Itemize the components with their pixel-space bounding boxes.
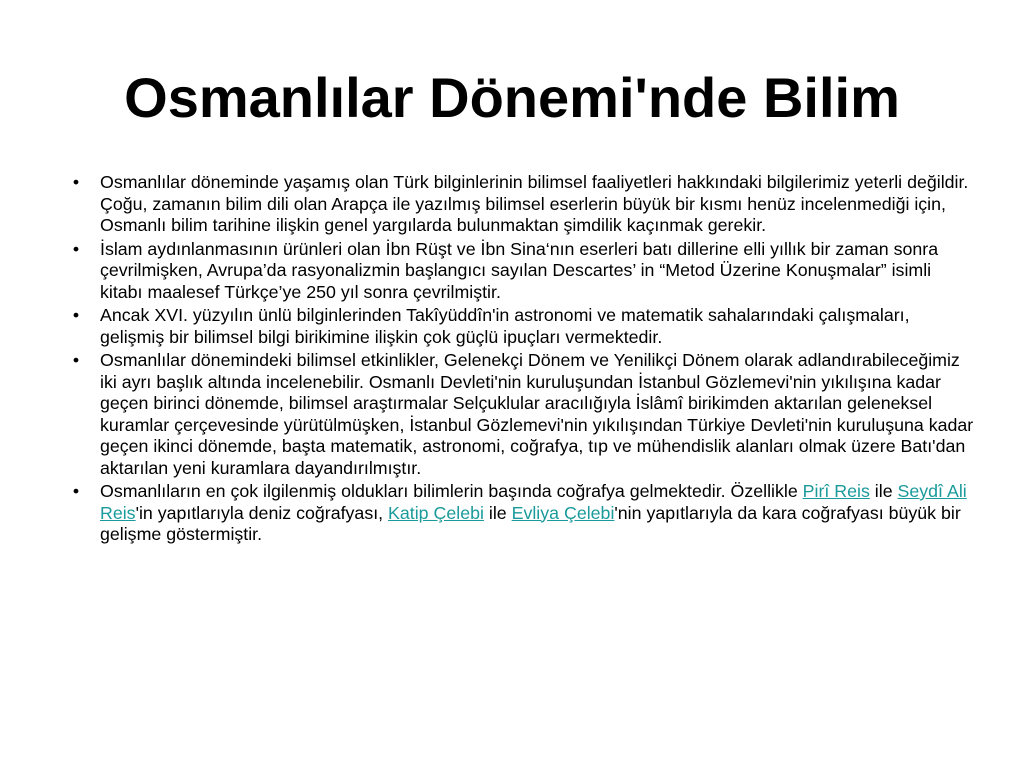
bullet-icon: • bbox=[72, 350, 80, 370]
bullet-item bbox=[68, 172, 974, 237]
link-piri-reis[interactable]: Pirî Reis bbox=[802, 481, 870, 501]
bullet-text-segment: Osmanlıların en çok ilgilenmiş oldukları bilimlerin başında coğrafya gelmektedir. Özellikle bbox=[100, 481, 803, 501]
bullet-icon: • bbox=[72, 238, 80, 259]
bullet-item bbox=[68, 239, 974, 304]
bullet-text-segment: ile bbox=[483, 502, 512, 523]
slide-title: Osmanlılar Dönemi'nde Bilim bbox=[124, 66, 900, 129]
bullet-item bbox=[68, 350, 974, 479]
link-katip-celebi[interactable]: Katip Çelebi bbox=[388, 502, 484, 523]
bullet-item bbox=[68, 481, 974, 546]
bullet-icon: • bbox=[72, 481, 80, 501]
bullet-text-segment: 'in yapıtlarıyla deniz coğrafyası, bbox=[135, 502, 389, 523]
link-evliya-celebi[interactable]: Evliya Çelebi bbox=[511, 502, 615, 523]
bullet-text-segment: ile bbox=[869, 481, 898, 501]
link-seydi-ali-reis[interactable]: Seydî Ali Reis bbox=[100, 481, 967, 523]
bullet-icon: • bbox=[72, 305, 80, 325]
bullet-list bbox=[68, 172, 974, 548]
bullet-item bbox=[68, 305, 974, 348]
bullet-text: Osmanlılar döneminde yaşamış olan Türk bilginlerinin bilimsel faaliyetleri hakkındaki bilgilerimiz yeterli değildir. Çoğu, zamanın bilim dili olan Arapça ile yazılmış bilimsel eserlerin büyük bir kısmı henüz incelenmediği için, Osmanlı bilim tarihine ilişkin genel yargılarda bulunmaktan şimdilik kaçınmak gerekir. bbox=[100, 172, 969, 235]
bullet-text: Osmanlılar dönemindeki bilimsel etkinlikler, Gelenekçi Dönem ve Yenilikçi Dönem olarak adlandırabileceğimiz iki ayrı başlık altında incelenebilir. Osmanlı Devleti'nin kuruluşundan İstanbul Gözlemevi'nin yıkılışına kadar geçen birinci dönemde, bilimsel araştırmalar Selçuklular aracılığıyla İslâmî birikimden aktarılan geleneksel kuramlar çerçevesinde yürütülmüşken, İstanbul Gözlemevi'nin yıkılışından Türkiye Devleti'nin kuruluşuna kadar geçen ikinci dönemde, başta matematik, astronomi, coğrafya, tıp ve mühendislik alanları olmak üzere Batı'dan aktarılan yeni kuramlara dayandırılmıştır. bbox=[100, 350, 974, 478]
bullet-text bbox=[100, 481, 974, 546]
bullet-text: İslam aydınlanmasının ürünleri olan İbn Rüşt ve İbn Sina‘nın eserleri batı dillerine elli yıllık bir zaman sonra çevrilmişken, Avrupa’da rasyonalizmin başlangıcı sayılan Descartes’ in “Metod Üzerine Konuşmalar” isimli kitabı maalesef Türkçe’ye 250 yıl sonra çevrilmiştir. bbox=[100, 238, 939, 302]
bullet-text: Ancak XVI. yüzyılın ünlü bilginlerinden Takîyüddîn'in astronomi ve matematik sahalarındaki çalışmaları, gelişmiş bir bilimsel bilgi birikimine ilişkin çok güçlü ipuçları vermektedir. bbox=[100, 305, 910, 347]
bullet-text-segment: 'nin yapıtlarıyla da kara coğrafyası büyük bir gelişme göstermiştir. bbox=[100, 502, 961, 544]
bullet-icon: • bbox=[72, 172, 80, 192]
